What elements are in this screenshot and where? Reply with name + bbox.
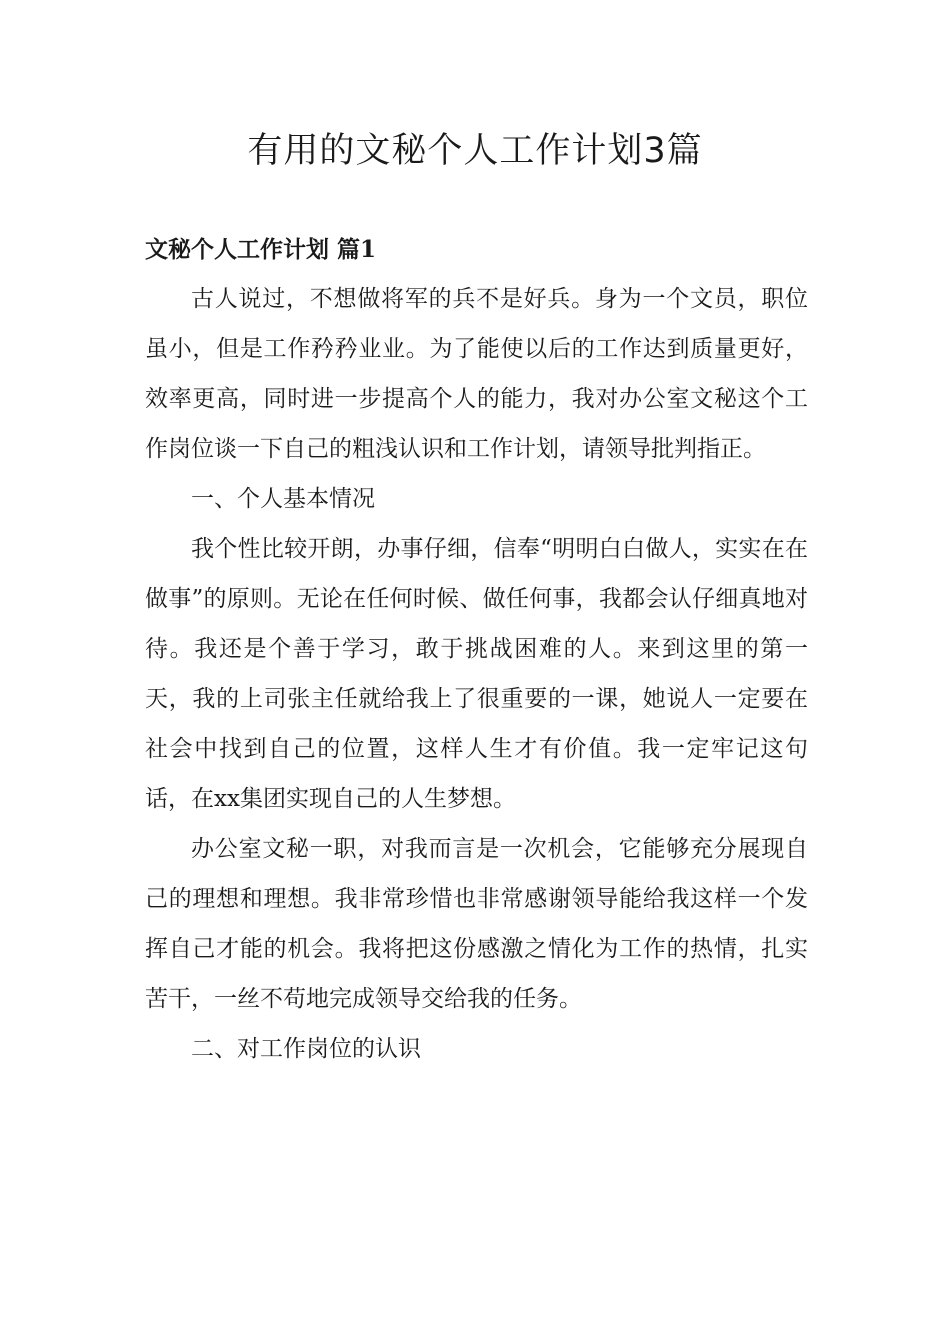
paragraph-personality: 我个性比较开朗，办事仔细，信奉“明明白白做人，实实在在做事”的原则。无论在任何时候、做任何事，我都会认仔细真地对待。我还是个善于学习，敢于挑战困难的人。来到这里的第一天，我的上司张主任就给我上了很重要的一课，她说人一定要在社会中找到自己的位置，这样人生才有价值。我一定牢记这句话，在xx集团实现自己的人生梦想。 [145,536,808,812]
section-heading: 文秘个人工作计划 篇1 [145,236,377,263]
subheading-job-understanding: 二、对工作岗位的认识 [191,1036,421,1062]
paragraph-intro: 古人说过，不想做将军的兵不是好兵。身为一个文员，职位虽小，但是工作矜矜业业。为了能使以后的工作达到质量更好，效率更高，同时进一步提高个人的能力，我对办公室文秘这个工作岗位谈一下自己的粗浅认识和工作计划，请领导批判指正。 [145,286,808,462]
document-title: 有用的文秘个人工作计划3篇 [247,131,703,171]
document-body [145,274,808,1074]
subheading-personal-info: 一、个人基本情况 [191,486,375,512]
paragraph-opportunity: 办公室文秘一职，对我而言是一次机会，它能够充分展现自己的理想和理想。我非常珍惜也非常感谢领导能给我这样一个发挥自己才能的机会。我将把这份感激之情化为工作的热情，扎实苦干，一丝不苟地完成领导交给我的任务。 [145,836,808,1012]
